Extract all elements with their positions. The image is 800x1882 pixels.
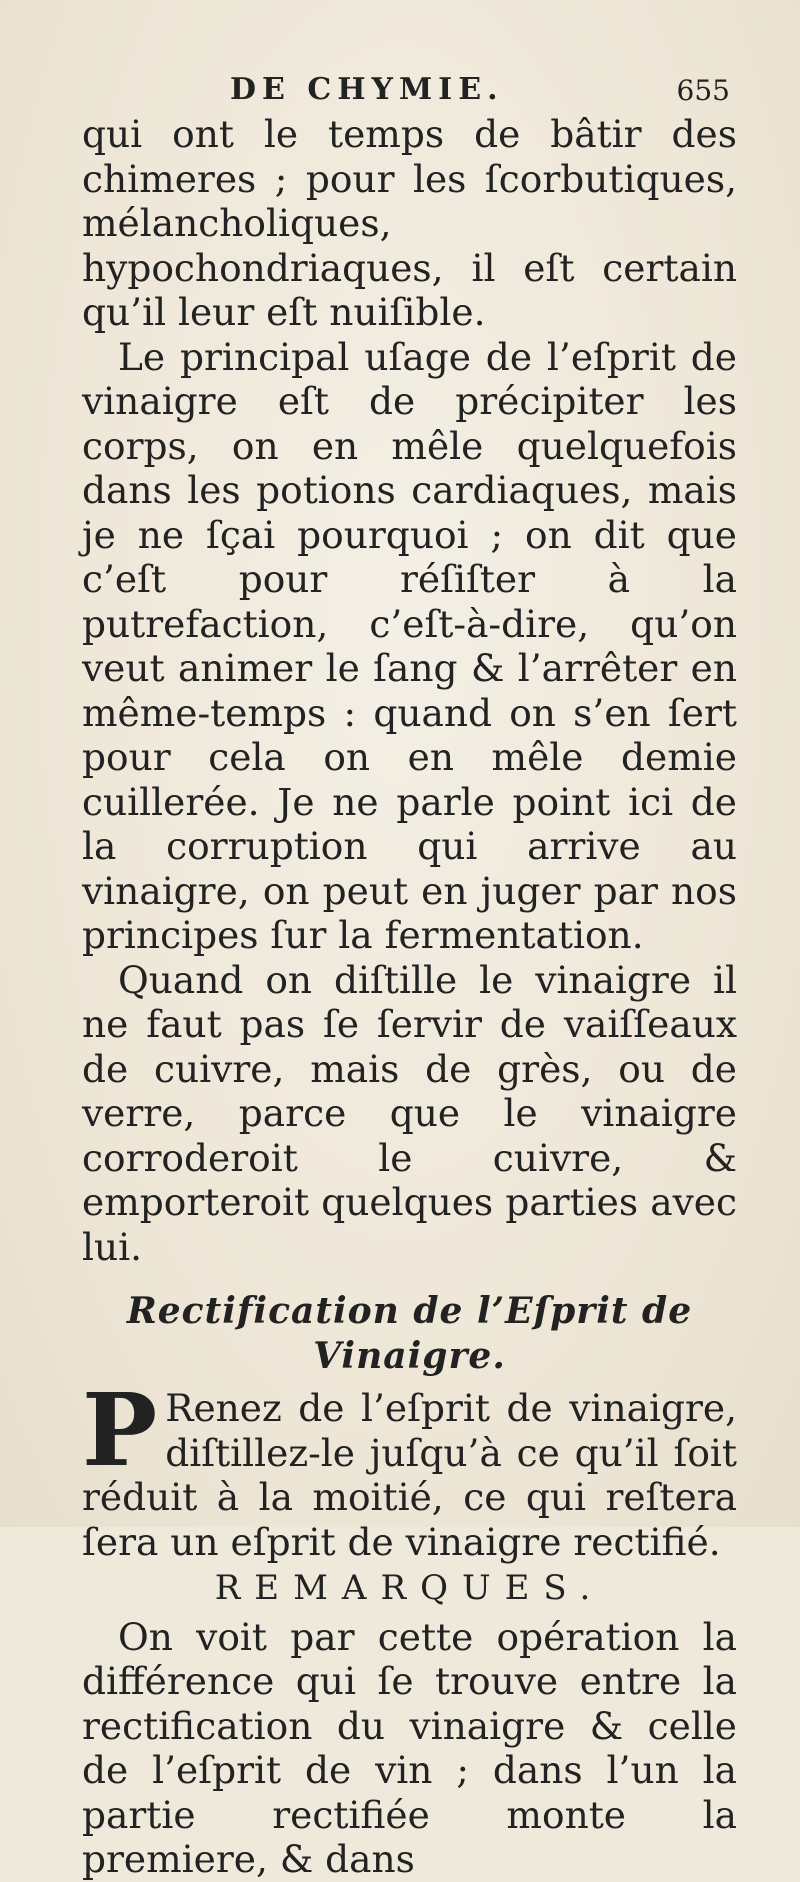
- running-head: DE CHYMIE.: [230, 72, 504, 107]
- drop-cap: P: [82, 1371, 158, 1489]
- paragraph-distillation: Quand on diſtille le vinaigre il ne faut pas ſe ſervir de vaiſſeaux de cuivre, mais de grès, ou de verre, parce que le vinaigre corroderoit le cuivre, & emporteroit quelques parties avec lui.: [82, 957, 737, 1269]
- page-body: [82, 112, 737, 1882]
- paragraph-rectification-text: Renez de l’eſprit de vinaigre, diſtillez-le juſqu’à ce qu’il ſoit réduit à la moitié, ce qui reſtera ſera un eſprit de vinaigre rectifié.: [82, 1386, 737, 1564]
- paragraph-remarks: On voit par cette opération la différence qui ſe trouve entre la rectification du vinaigre & celle de l’eſprit de vin ; dans l’un la partie rectifiée monte la premiere, & dans: [82, 1614, 737, 1881]
- paragraph-rectification: [82, 1371, 737, 1564]
- paragraph-continuation: qui ont le temps de bâtir des chimeres ; pour les ſcorbutiques, mélancholiques, hypochondriaques, il eſt certain qu’il leur eſt nuiſible.: [82, 112, 737, 334]
- page-number: 655: [676, 74, 730, 107]
- section-heading: Rectification de l’Eſprit de Vinaigre.: [126, 1290, 693, 1377]
- remarks-heading: REMARQUES.: [214, 1568, 605, 1608]
- paragraph-usage: Le principal uſage de l’eſprit de vinaigre eſt de précipiter les corps, on en mêle quelquefois dans les potions cardiaques, mais je ne ſçai pourquoi ; on dit que c’eſt pour réſiſter à la putrefaction, c’eſt-à-dire, qu’on veut animer le ſang & l’arrêter en même-temps : quand on s’en ſert pour cela on en mêle demie cuillerée. Je ne parle point ici de la corruption qui arrive au vinaigre, on peut en juger par nos principes ſur la fermentation.: [82, 334, 737, 957]
